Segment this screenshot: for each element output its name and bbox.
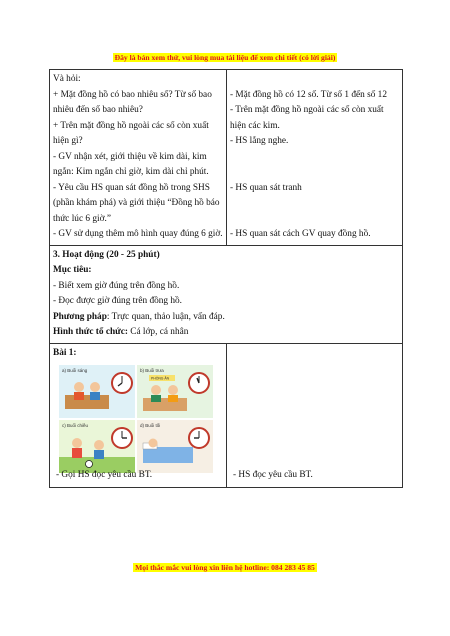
- activity-section: [50, 245, 403, 343]
- panel-caption: c) Buổi chiều: [62, 423, 89, 428]
- panel-evening: [137, 420, 213, 473]
- lesson-table: [49, 69, 403, 488]
- text-line: - HS lắng nghe.: [230, 136, 289, 146]
- preview-banner: Đây là bản xem thử, vui lòng mua tài liệu để xem chi tiết (có lời giải): [114, 53, 336, 62]
- table-row: [50, 70, 403, 246]
- child-icon: [90, 382, 100, 392]
- text-line: - Trên mặt đồng hồ ngoài các số còn xuất hiện các kim.: [230, 105, 384, 131]
- text-line: - GV nhận xét, giới thiệu về kim dài, kim ngắn: Kim ngắn chỉ giờ, kim dài chỉ phút.: [53, 151, 209, 177]
- table-row: [50, 343, 403, 488]
- exercise-illustration: [59, 365, 213, 473]
- student-response: - HS đọc yêu cầu BT.: [233, 469, 313, 480]
- panel-morning: [59, 365, 135, 418]
- form-label: Hình thức tổ chức:: [53, 327, 128, 337]
- text-line: - HS quan sát tranh: [230, 182, 302, 193]
- form-value: Cá lớp, cá nhân: [127, 327, 189, 337]
- student-column: [227, 70, 403, 246]
- ball-icon: [86, 461, 93, 468]
- text-line: - Mặt đồng hồ có 12 số. Từ số 1 đến số 12: [230, 89, 387, 100]
- exercise-student-column: [227, 343, 403, 488]
- section-title: 3. Hoạt động (20 - 25 phút): [53, 249, 160, 260]
- panel-caption: d) Buổi tối: [140, 423, 161, 428]
- hotline-banner: Mọi thắc mắc vui lòng xin liên hệ hotline: 084 283 45 85: [135, 563, 315, 572]
- text-line: + Trên mặt đồng hồ ngoài các số còn xuất hiện gì?: [53, 120, 209, 146]
- method-line: [53, 310, 399, 326]
- child-icon: [149, 439, 158, 448]
- method-label: Phương pháp: [53, 311, 107, 322]
- panel-noon: [137, 365, 213, 418]
- panel-caption: b) Buổi trưa: [140, 368, 164, 373]
- table-row: [50, 245, 403, 343]
- child-icon: [151, 385, 161, 395]
- bed-icon: [143, 447, 193, 463]
- panel-afternoon: [59, 420, 135, 473]
- form-line: [53, 325, 399, 341]
- child-icon: [74, 382, 84, 392]
- exercise-title: Bài 1:: [53, 347, 77, 358]
- objective-item: - Đọc được giờ đúng trên đồng hồ.: [53, 296, 182, 306]
- text-line: - HS quan sát cách GV quay đồng hồ.: [230, 229, 371, 239]
- panel-caption: a) Buổi sáng: [62, 368, 88, 373]
- text-line: - Yêu cầu HS quan sát đồng hồ trong SHS (phần khám phá) và giới thiệu “Đồng hồ báo thức lúc 6 giờ.”: [53, 182, 220, 224]
- child-icon: [168, 385, 178, 395]
- teacher-instruction: - Gọi HS đọc yêu cầu BT.: [56, 469, 153, 480]
- exercise-teacher-column: [50, 343, 227, 488]
- table-icon: [65, 395, 109, 409]
- text-line: Và hỏi:: [53, 74, 81, 84]
- text-line: + Mặt đồng hồ có bao nhiêu số? Từ số bao nhiêu đến số bao nhiêu?: [53, 89, 212, 115]
- child-icon: [94, 440, 104, 450]
- objective-label: Mục tiêu:: [53, 265, 92, 275]
- text-line: - GV sử dụng thêm mô hình quay đúng 6 giờ.: [53, 229, 223, 239]
- child-icon: [72, 438, 82, 448]
- objective-item: - Biết xem giờ đúng trên đồng hồ.: [53, 280, 180, 291]
- teacher-column: [50, 70, 227, 246]
- exercise-body: [53, 361, 223, 485]
- sign-text: PHÒNG ĂN: [151, 376, 170, 381]
- method-value: : Trực quan, thảo luận, vấn đáp.: [106, 311, 225, 322]
